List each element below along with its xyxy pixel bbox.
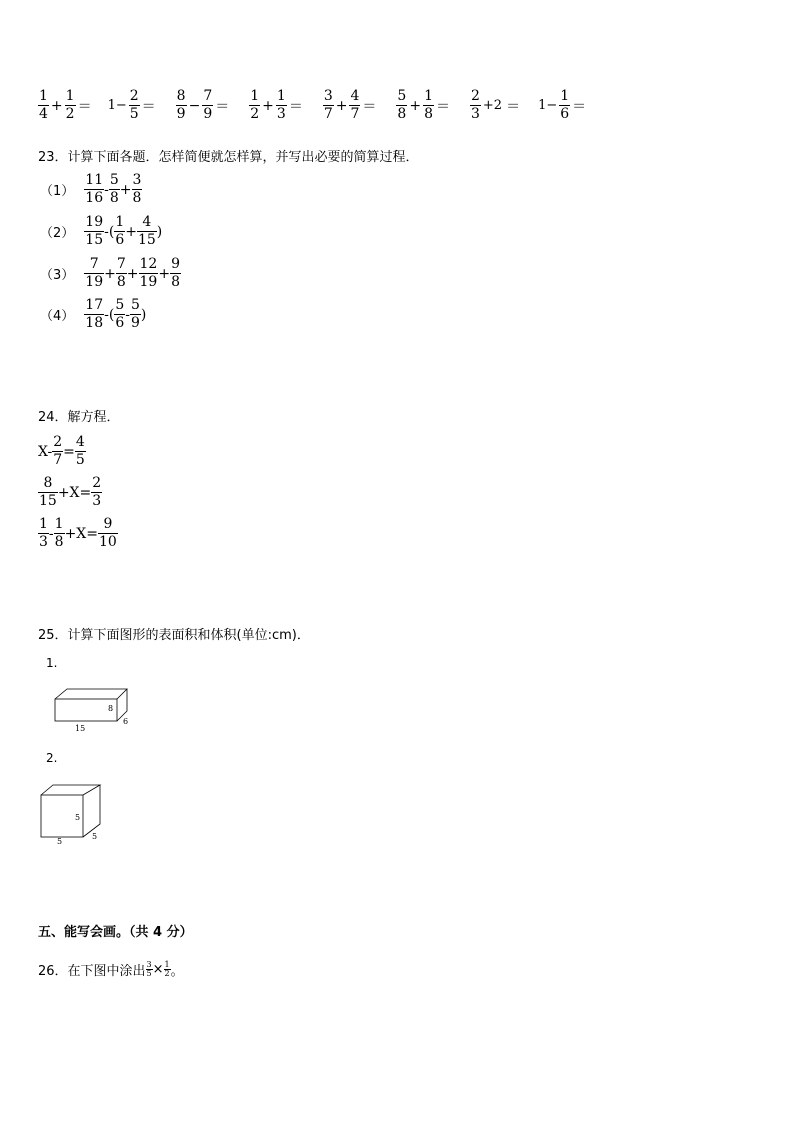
fraction: $\frac{4}{7}$ [350, 88, 360, 122]
q23-item-3: （3） $\frac{7}{19}$ + $\frac{7}{8}$ + $\frac{12}{19}$ + $\frac{9}{8}$ [40, 256, 180, 290]
fraction: $\frac{1}{3}$ [276, 88, 286, 122]
fraction: $\frac{8}{9}$ [176, 88, 186, 122]
q23-item-4: （4） $\frac{17}{18}$ -( $\frac{5}{6}$ - $\frac{5}{9}$ ) [40, 297, 147, 331]
oral-calc-row: $\frac{1}{4}$ + $\frac{1}{2}$ ＝ 1− $\frac{2}{5}$ ＝ $\frac{8}{9}$ − $\frac{7}{9}$ ＝ $\frac{1}{2}$ + $\frac{1}{3}$ ＝ $\frac{3}{7}$ + $\frac{4}{7}$ ＝ $\frac{5}{8}$ + $\frac{1}{8}$ ＝ $\frac{2}{3}$ +2 ＝ 1− $\frac{1}{6}$ ＝ [39, 88, 587, 122]
fraction: $\frac{5}{8}$ [397, 88, 407, 122]
q24-equation-2: $\frac{8}{15}$ +X= $\frac{2}{3}$ [39, 475, 102, 509]
q24-equation-1: X- $\frac{2}{7}$ = $\frac{4}{5}$ [38, 434, 85, 468]
cube-height-label: 5 [75, 813, 81, 822]
question-25-title: 25．计算下面图形的表面积和体积(单位:cm)． [38, 628, 310, 643]
fraction: $\frac{1}{4}$ [39, 88, 48, 122]
figure-1-number: 1. [46, 656, 58, 670]
cuboid-length-label: 15 [75, 724, 86, 733]
cube-length-label: 5 [57, 837, 63, 846]
question-26: 26．在下图中涂出 $\frac{3}{5}$ × $\frac{1}{2}$ 。 [38, 960, 184, 979]
fraction: $\frac{3}{7}$ [323, 88, 333, 122]
q23-item-1: （1） $\frac{11}{16}$ - $\frac{5}{8}$ + $\frac{3}{8}$ [40, 172, 142, 206]
fraction: $\frac{1}{6}$ [560, 88, 570, 122]
fraction: $\frac{1}{8}$ [424, 88, 433, 122]
fraction: $\frac{1}{2}$ [250, 88, 260, 122]
cuboid-height-label: 8 [108, 704, 114, 713]
cuboid-figure [46, 684, 146, 734]
fraction: $\frac{7}{9}$ [203, 88, 213, 122]
cube-width-label: 5 [92, 832, 98, 841]
q24-equation-3: $\frac{1}{3}$ - $\frac{1}{8}$ +X= $\frac{9}{10}$ [39, 516, 117, 550]
fraction: $\frac{2}{3}$ [470, 88, 480, 122]
figure-2-number: 2. [46, 751, 58, 765]
q23-item-2: （2） $\frac{19}{15}$ -( $\frac{1}{6}$ + $\frac{4}{15}$ ) [40, 214, 163, 248]
cube-figure [36, 782, 108, 848]
cuboid-width-label: 6 [123, 717, 129, 726]
question-24-title: 24．解方程． [38, 410, 120, 425]
section-5-title: 五、能写会画。（共 4 分） [38, 925, 193, 940]
fraction: $\frac{2}{5}$ [129, 88, 139, 122]
question-23-title: 23．计算下面各题．怎样简便就怎样算，并写出必要的简算过程． [38, 150, 419, 165]
fraction: $\frac{1}{2}$ [65, 88, 75, 122]
